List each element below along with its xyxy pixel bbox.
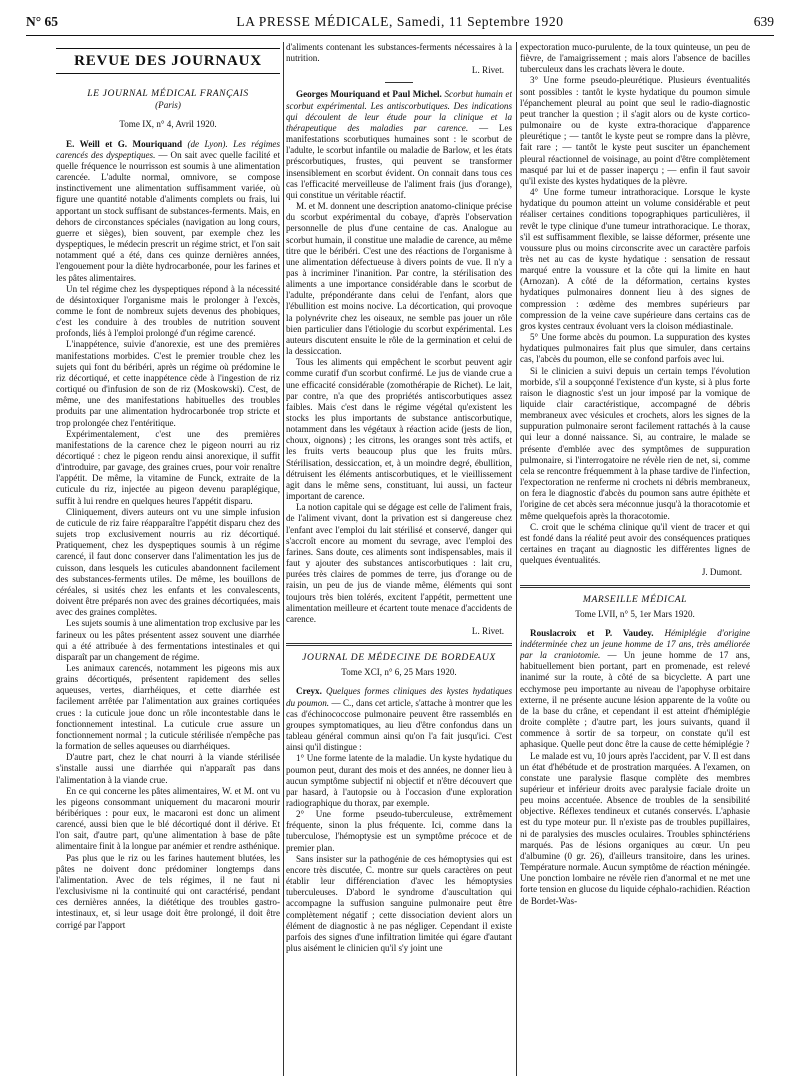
issue-number: N° 65 xyxy=(26,14,59,29)
page-number: 639 xyxy=(753,14,774,29)
page-header xyxy=(26,14,774,36)
article-paragraph: 5° Une forme abcès du poumon. La suppuration des kystes hydatiques pulmonaires fait plus que simuler, dans certains cas, l'abcès du poumon, elle se confond parfois avec lui. xyxy=(520,332,750,365)
article-paragraph: Pas plus que le riz ou les farines hautement blutées, les pâtes ne doivent donc prédominer longtemps dans l'alimentation. Avec de tels régimes, il ne faut ni l'exclusivisme ni la continuité qui ont caractérisé, pendant ces dernières années, la diététique des troubles gastro-intestinaux, et, si leur usage doit être prolongé, il doit être corrigé par l'apport xyxy=(56,852,280,930)
column-divider xyxy=(283,42,284,1076)
journal-title: LE JOURNAL MÉDICAL FRANÇAIS xyxy=(87,88,249,100)
separator xyxy=(385,82,413,83)
article-text: — Les manifestations scorbutiques humaines sont : le scorbut de l'adulte, le scorbut infantile ou maladie de Barlow, et les états préscorbutiques, frustes, qui peuvent se transformer insensiblement en scorbut évident. On connait dans tous ces cas l'efficacité merveilleuse de l'aliment frais (jus d'orange), qui constitue un véritable réactif. xyxy=(286,122,512,200)
column-1 xyxy=(56,42,280,1076)
article-title: Hémiplégie d'origine indéterminée chez un jeune homme de 17 ans, très améliorée par la craniotomie. xyxy=(520,627,750,661)
article-paragraph: Si le clinicien a suivi depuis un certain temps l'évolution morbide, s'il a soupçonné l'existence d'un kyste, si à plus forte raison le diagnostic s'est un jour imposé par la vomique de liquide clair caractéristique, accompagné de débris membraneux avec vésicules et crochets, alors les signes de la suppuration pulmonaire seront facilement rattachés à la cause qui leur a donné naissance. Si, au contraire, le malade se présente d'emblée avec des symptômes de suppuration pulmonaire, si l'interrogatoire ne révèle rien de net, si, comme cela se rencontre fréquemment à la phase tardive de l'infection, l'expectoration ne renferme ni crochets ni débris membraneux, on fera le diagnostic d'abcès du poumon sans autre épithète et l'origine de cet abcès sera méconnue jusqu'à la thoracotomie et même quelquefois après la thoracotomie. xyxy=(520,365,750,521)
section-heading: REVUE DES JOURNAUX xyxy=(74,53,262,69)
column-2 xyxy=(286,42,512,1076)
section-heading-box xyxy=(56,48,280,74)
article-paragraph: Un tel régime chez les dyspeptiques répond à la nécessité de désintoxiquer l'organisme mais le prolonger à l'excès, comme le font de nombreux sujets devenus des phobiques, c'est les conduire à des troubles de nutrition souvent profonds, liés à l'emploi prolongé d'un régime carencé. xyxy=(56,283,280,339)
article-authors: Rouslacroix et P. Vaudey. xyxy=(530,627,654,638)
journal-title: MARSEILLE MÉDICAL xyxy=(582,593,688,605)
header-rule xyxy=(26,35,774,36)
section-separator xyxy=(286,643,512,646)
column-divider xyxy=(516,42,517,1076)
article-paragraph xyxy=(520,628,750,751)
article-text: — C., dans cet article, s'attache à montrer que les cas d'échinococcose pulmonaire peuvent être rassemblés en groupes symptomatiques, au lieu d'être confondus dans un tableau général commun ainsi qu'on l'a fait jusqu'ici. C'est ainsi qu'il distingue : xyxy=(286,697,512,753)
article-title: Quelques formes cliniques des kystes hydatiques du poumon. xyxy=(286,686,512,708)
article-paragraph: D'autre part, chez le chat nourri à la viande stérilisée s'installe aussi une diarrhée qui n'apparaît pas dans l'alimentation à la viande crue. xyxy=(56,752,280,785)
article-paragraph: 4° Une forme tumeur intrathoracique. Lorsque le kyste hydatique du poumon atteint un volume considérable et peut réaliser certaines conditions topographiques particulières, il revêt le type clinique d'une tumeur intrathoracique. Le thorax, s'il est suffisamment flexible, se laisse déformer, présente une voussure plus ou moins circonscrite avec un caractère parfois très net au cas de kyste hydatique : sensation de ressaut marqué entre la voussure et la côte qui la limite en haut (Arnozan). A côté de la déformation, certains kystes hydatiques pulmonaires donnent lieu à des signes de compression : œdème des membres supérieurs par compression de la veine cave supérieure dans certains cas de gros kystes centraux évoluant vers la cloison médiastinale. xyxy=(520,187,750,331)
author-signature: L. Rivet. xyxy=(471,65,504,76)
article-paragraph xyxy=(286,89,512,201)
article-paragraph: La notion capitale qui se dégage est celle de l'aliment frais, de l'aliment vivant, dont la privation est si dangereuse chez l'enfant avec l'emploi du lait stérilisé et conservé, danger qui s'accroît encore au moment du sevrage, avec l'emploi des farines. Sans doute, ces aliments sont indispensables, mais il faut y ajouter des substances antiscorbutiques : lait cru, purées très claires de pommes de terre, jus d'orange ou de raisin, un peu de jus de viande même, éléments qui sont toujours très bien tolérés, excitent l'appétit, permettent une alimentation meilleure et écartent toute menace d'accidents de carence. xyxy=(286,502,512,624)
article-paragraph: Les animaux carencés, notamment les pigeons mis aux grains décortiqués, présentent rapidement des selles aqueuses, vertes, diarrhéiques, et cette diarrhée est facilement arrêtée par l'alimentation aux graines cortiquées crues : la cuticule joue donc un rôle incontestable dans le fonctionnement intestinal. La cuticule crue assure un fonctionnement normal ; la cuticule stérilisée n'empêche pas la formation de selles aqueuses ou diarrhéiques. xyxy=(56,662,280,752)
article-title: Scorbut humain et scorbut expérimental. Les antiscorbutiques. Des indications qui découlent de leur étude pour la clinique et la thérapeutique des maladies par carence. xyxy=(286,89,512,133)
article-paragraph: C. croit que le schéma clinique qu'il vient de tracer et qui est fondé dans la réalité peut avoir des conséquences pratiques certaines en traçant au diagnostic les différentes lignes de quelques éventualités. xyxy=(520,521,750,566)
article-paragraph xyxy=(56,139,280,284)
journal-title: JOURNAL DE MÉDECINE DE BORDEAUX xyxy=(302,652,496,664)
journal-city: (Paris) xyxy=(155,100,181,111)
article-paragraph xyxy=(286,686,512,753)
article-paragraph: En ce qui concerne les pâtes alimentaires, W. et M. ont vu les pigeons consommant uniquement du macaroni mourir béribériques : pour eux, le macaroni est donc un aliment carencé, aussi bien que le blé décortiqué dont il dérive. Et l'on sait, d'autre part, qu'une alimentation à base de pâte alimentaire finit à la longue par anémier et rendre asthénique. xyxy=(56,785,280,852)
article-paragraph: 3° Une forme pseudo-pleurétique. Plusieurs éventualités sont possibles : tantôt le kyste hydatique du poumon simule l'épanchement pleural au point que seul le radio-diagnostic peut trancher la question ; il s'agit alors ou de kyste cortico-pulmonaire ou de kyste extra-thoracique d'apparence pleurétique ; — tantôt le kyste peut se rompre dans la plèvre, fait rare ; — tantôt le kyste peut susciter un épanchement pleural réactionnel de voisinage, au point d'être complètement masqué par lui et de passer inaperçu ; — enfin il faut savoir qu'il existe des kystes hydatiques de la plèvre. xyxy=(520,75,750,186)
article-paragraph: L'inappétence, suivie d'anorexie, est une des premières manifestations morbides. C'est le premier trouble chez les sujets qui font du béribéri, après un régime où prédomine le riz décortiqué, et cette inappétence cède à l'ingestion de riz cortiqué ou d'infusion de son de riz (Moskowski). C'est, de même, une des manifestations habituelles des troubles produits par une alimentation hydrocarbonée trop stricte et trop prolongée chez l'entéritique. xyxy=(56,339,280,428)
article-paragraph: d'aliments contenant les substances-ferments nécessaires à la nutrition. xyxy=(286,42,512,64)
column-3 xyxy=(520,42,750,1076)
journal-issue: Tome IX, n° 4, Avril 1920. xyxy=(119,119,217,130)
article-authors: Creyx. xyxy=(296,686,322,697)
article-title: (de Lyon). Les régimes carencés des dyspeptiques. xyxy=(56,138,280,160)
section-separator xyxy=(520,585,750,588)
article-paragraph: Expérimentalement, c'est une des premières manifestations de la carence chez le pigeon nourri au riz décortiqué : chez le pigeon rendu ainsi anorexique, il suffit d'introduire, par gavage, des graines crues, pour voir renaître l'appétit. De même, la vitamine de Funck, extraite de la cuticule du riz, injectée au pigeon devenu paraplégique, suffit à lui rendre en quelques heures l'appétit disparu. xyxy=(56,428,280,506)
article-paragraph: Tous les aliments qui empêchent le scorbut peuvent agir comme curatif d'un scorbut confirmé. Le jus de viande crue a une efficacité considérable (zomothérapie de Richet). Le lait, par contre, n'a que des propriétés antiscorbutiques assez faibles. Mais c'est dans le régime végétal qu'existent les stocks les plus importants de substance antiscorbutique, notamment dans les végétaux à réaction acide (jests de lion, choux, oignons) ; les citrons, les oranges sont très actifs, et les fruits verts beaucoup plus que les fruits mûrs. Stérilisation, dessiccation, et, à un moindre degré, ébullition, détruisent les éléments antiscorbutiques, et le vieillissement agit dans le même sens, constituant, lui aussi, un facteur important de carence. xyxy=(286,357,512,502)
article-paragraph: 1° Une forme latente de la maladie. Un kyste hydatique du poumon peut, durant des mois et des années, ne donner lieu à aucun symptôme subjectif ni objectif et n'être découvert que par hasard, à l'autopsie ou à l'occasion d'une exploration radiographique du thorax, par exemple. xyxy=(286,753,512,808)
article-paragraph: M. et M. donnent une description anatomo-clinique précise du scorbut expérimental du cobaye, d'après l'observation personnelle de plus d'une centaine de cas. Analogue au scorbut humain, il constitue une maladie de carence, au même titre que le béribéri. C'est une des réactions de l'organisme à une alimentation défectueuse à divers points de vue. Il n'y a pas à incriminer l'inanition. Par contre, la stérilisation des aliments a une importance considérable dans le scorbut de l'adulte, prépondérante dans celui de l'enfant, alors que l'ébullition est moins nocive. La décortication, qui provoque la polynévrite chez les oiseaux, ne semble pas jouer un rôle bien particulier dans l'étiologie du scorbut expérimental. Les auteurs discutent ensuite le rôle de la germination et celui de la dessiccation. xyxy=(286,201,512,357)
article-paragraph: Le malade est vu, 10 jours après l'accident, par V. Il est dans un état d'hébétude et de prostration marquées. A l'examen, on constate une paralysie flasque complète des membres supérieur et inférieur droits avec paralysie faciale droite un peu moins accentuée. Absence de troubles de la sensibilité objective. Réflexes tendineux et cutanés conservés. L'aphasie est du type moteur pur. Il n'existe pas de troubles pupillaires, ni de paralysies des muscles oculaires. Troubles sphinctériens marqués. Pas de lésions organiques au cœur. Un peu d'albumine (0 gr. 26), d'ailleurs transitoire, dans les urines. Température normale. Aucun symptôme de réaction méningée. Une ponction lombaire ne révèle rien d'anormal et ne met une forte tension en glucose du liquide céphalo-rachidien. Réaction de Bordet-Was- xyxy=(520,750,750,906)
article-authors: E. Weill et G. Mouriquand xyxy=(66,138,183,149)
author-signature: L. Rivet. xyxy=(471,625,504,636)
article-paragraph: 2° Une forme pseudo-tuberculeuse, extrêmement fréquente, sinon la plus fréquente. Ici, comme dans la tuberculose, l'hémoptysie est un symptôme précoce et de premier plan. xyxy=(286,809,512,853)
article-paragraph: Les sujets soumis à une alimentation trop exclusive par les farineux ou les pâtes présentent assez souvent une diarrhée qui a été attribuée à des fermentations intestinales et qui disparaît par un changement de régime. xyxy=(56,618,280,662)
journal-issue: Tome LVII, n° 5, 1er Mars 1920. xyxy=(575,608,695,619)
article-text: — Un jeune homme de 17 ans, habituellement bien portant, part en promenade, est relevé inanimé sur la route, à côté de sa bicyclette. A part une ecchymose peu importante au niveau de l'apophyse orbitaire externe, il ne présente aucune lésion apparente de la voûte ou de la base du crâne, et cependant il est atteint d'hémiplégie droite complète ; d'autre part, les jours suivants, quand il commence à sortir de sa torpeur, on constate qu'il est aphasique. Quelle peut donc être la cause de cette hémiplégie ? xyxy=(520,650,750,750)
article-authors: Georges Mouriquand et Paul Michel. xyxy=(296,89,442,100)
author-signature: J. Dumont. xyxy=(701,567,742,578)
journal-issue: Tome XCI, n° 6, 25 Mars 1920. xyxy=(341,667,457,678)
article-paragraph: Sans insister sur la pathogénie de ces hémoptysies qui est encore très discutée, C. montre sur quels caractères on peut établir leur différenciation d'avec les hémoptysies tuberculeuses. D'abord le syndrome d'auscultation qui accompagne la suffusion sanguine pulmonaire peut être complètement négatif ; cette dissociation devient alors un élément de diagnostic à ne pas négliger. Cependant il existe parfois des signes d'une infiltration limitée qui égare d'autant plus aisément le clinicien qu'il s'y joint une xyxy=(286,853,512,954)
article-paragraph: Cliniquement, divers auteurs ont vu une simple infusion de cuticule de riz faire réapparaître l'appétit disparu chez des sujets trop exclusivement nourris au riz décortiqué. Pratiquement, chez les dyspeptiques soumis à un régime carencé, il faut donc conserver dans l'alimentation les jus de cuisson, dans lesquels les cuticules abandonnent facilement des substances-ferments utiles. De même, les bouillons de céréales, si usités chez les enfants et les convalescents, doivent être préparés non avec des graines décortiquées, mais avec des graines complètes. xyxy=(56,506,280,618)
article-text: — On sait avec quelle facilité et quelle fréquence le nourrisson est soumis à une alimentation carencée. L'adulte normal, omnivore, se compose instinctivement une alimentation suffisamment variée, où figure une quantité notable d'aliments complets ou frais, lui apportant un stock suffisant de substances-ferments. Mais, en dehors de circonstances spéciales (navigation au long cours, guerre et sièges), bien souvent, par exemple chez les dyspeptiques, le médecin prescrit un régime strict, et l'on sait notamment qué a été, dans ces quinze dernières années, l'engouement pour la diète hydrocarbonée, pour les farines et les pâtes alimentaires. xyxy=(56,149,280,283)
masthead: LA PRESSE MÉDICALE, Samedi, 11 Septembre 1920 xyxy=(236,14,564,29)
article-paragraph: expectoration muco-purulente, de la toux quinteuse, un peu de fièvre, de l'amaigrissement ; mais alors l'absence de bacilles tuberculeux dans les crachats lèvera le doute. xyxy=(520,42,750,75)
